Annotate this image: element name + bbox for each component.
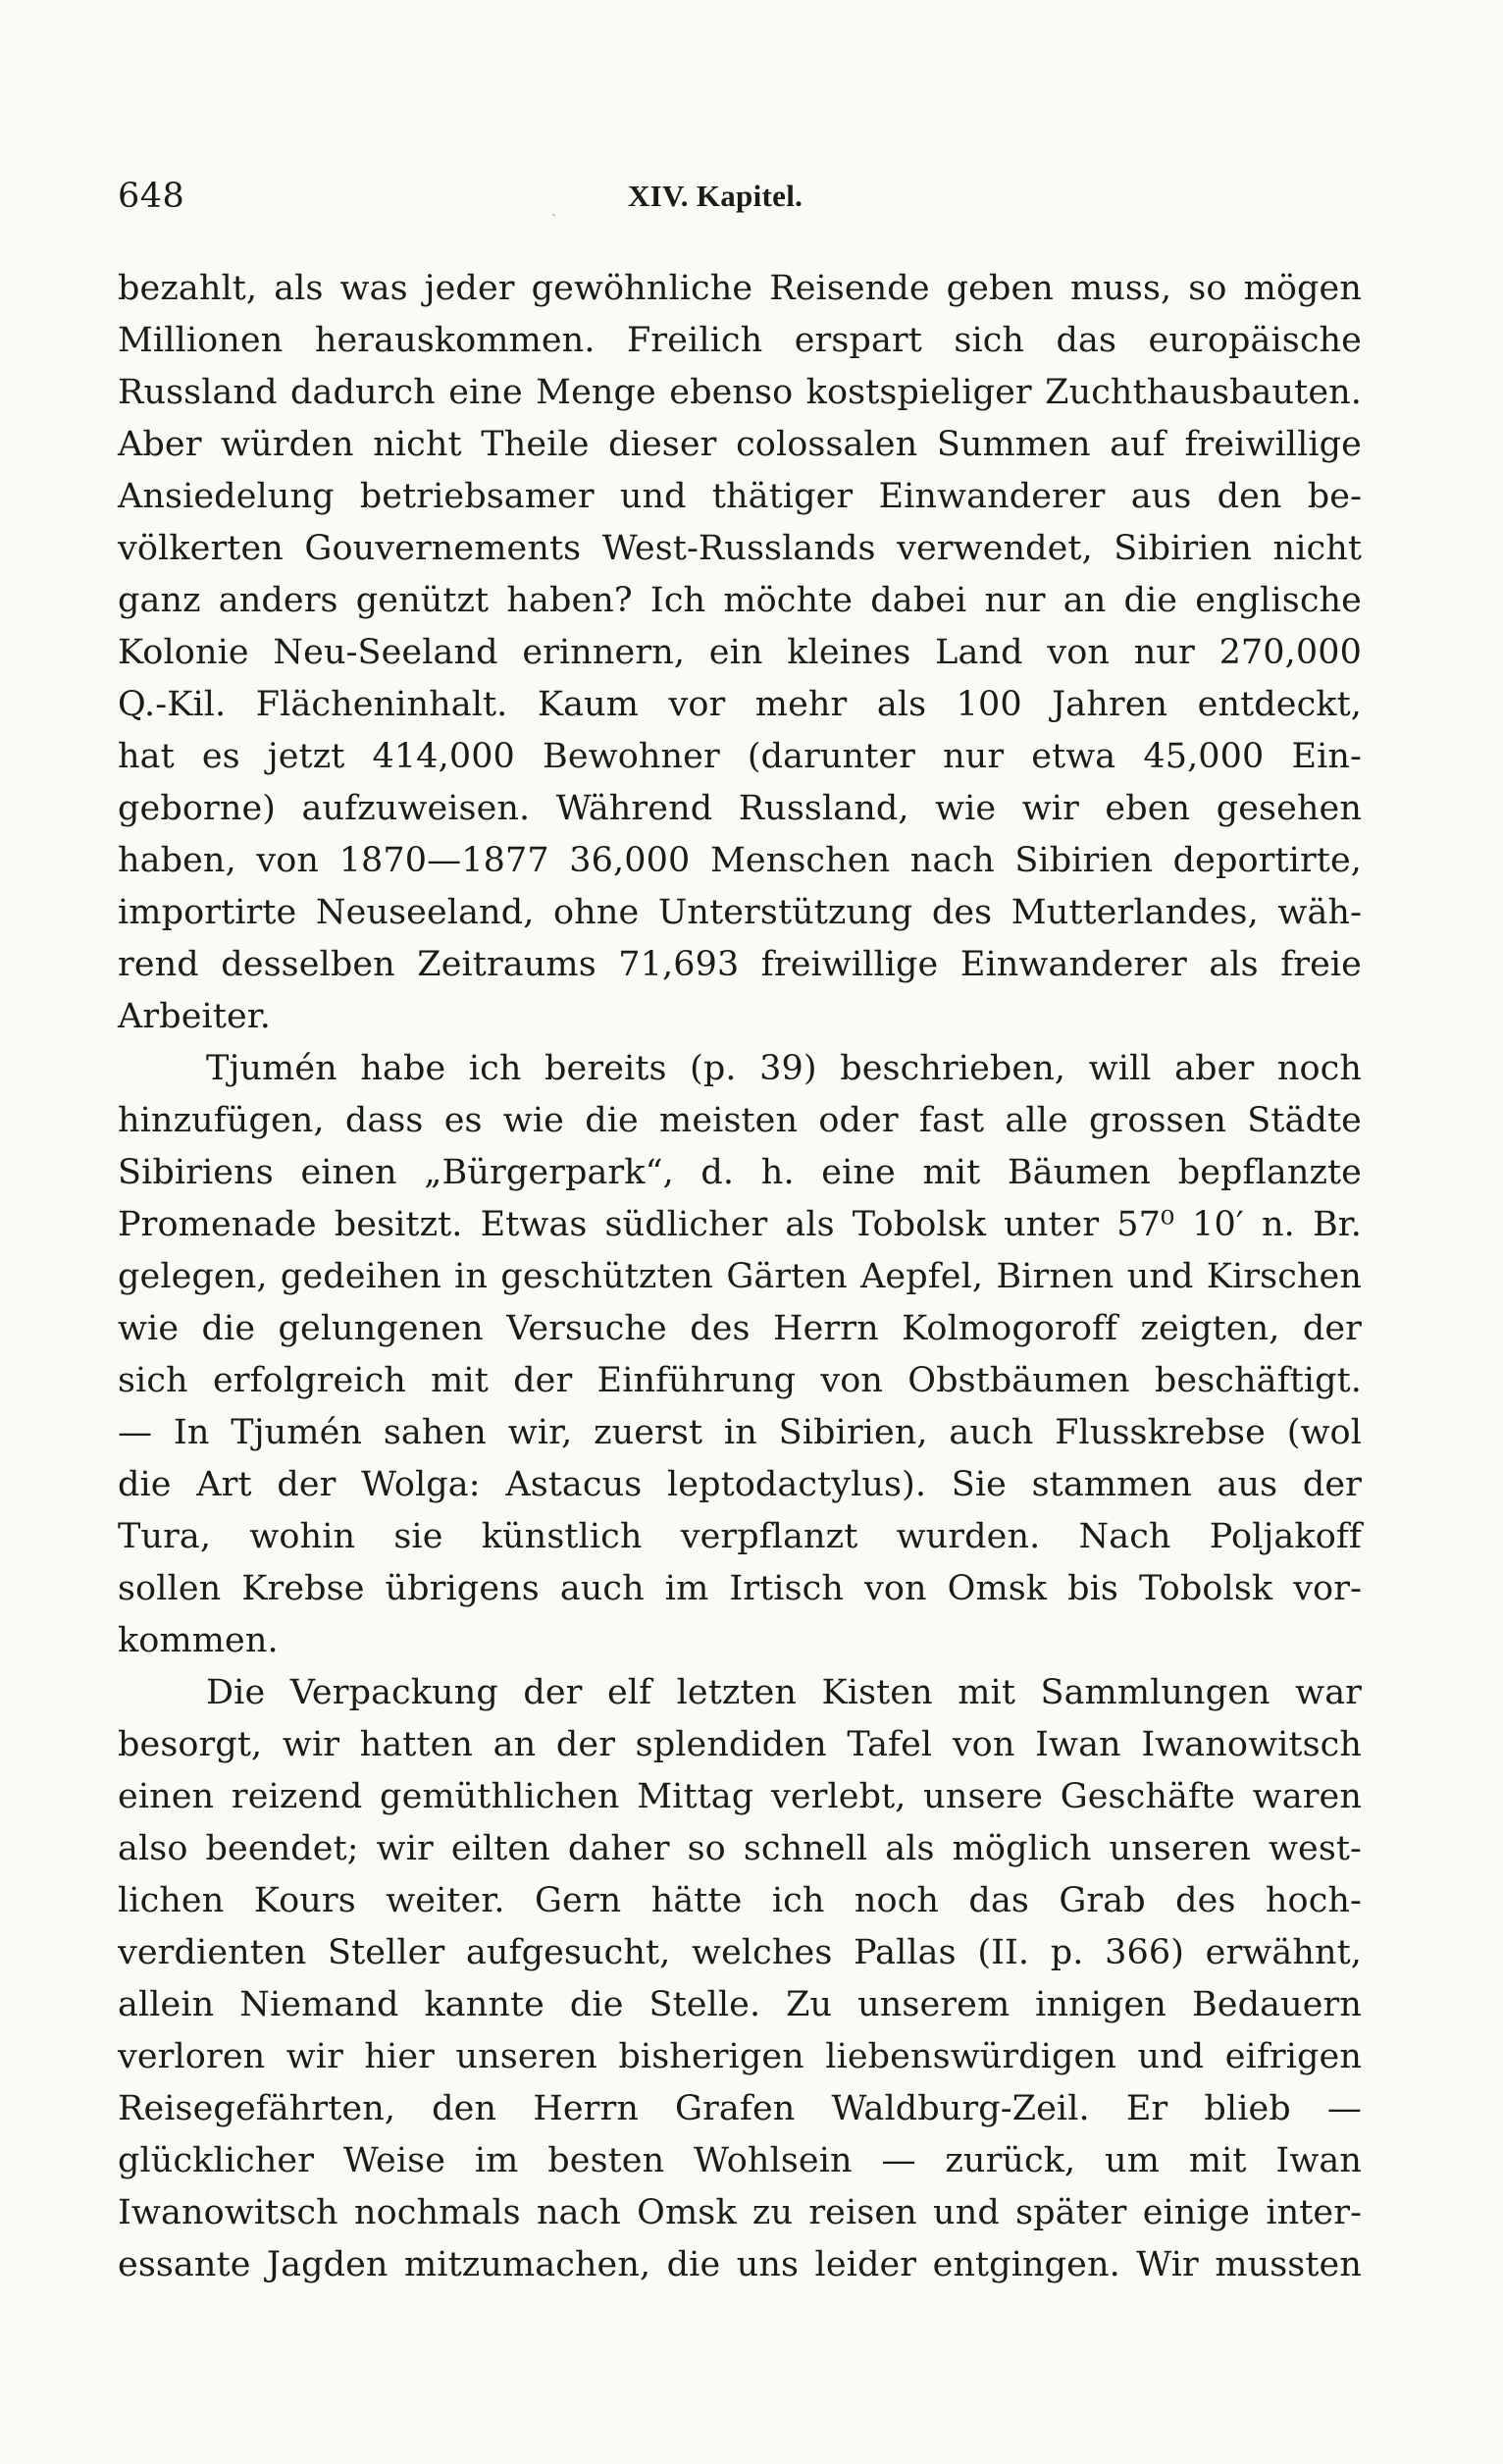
text-line: — In Tjumén sahen wir, zuerst in Sibirien, auch Flusskrebse (wol <box>118 1413 1362 1452</box>
text-line: Reisegefährten, den Herrn Grafen Waldburg-Zeil. Er blieb — <box>118 2089 1362 2128</box>
text-line: Kolonie Neu-Seeland erinnern, ein kleines Land von nur 270,000 <box>118 633 1362 672</box>
text-line: einen reizend gemüthlichen Mittag verlebt, unsere Geschäfte waren <box>118 1777 1362 1816</box>
text-line: Promenade besitzt. Etwas südlicher als Tobolsk unter 57⁰ 10′ n. Br. <box>118 1205 1362 1244</box>
text-line: Ansiedelung betriebsamer und thätiger Einwanderer aus den be- <box>118 477 1362 516</box>
text-line: geborne) aufzuweisen. Während Russland, wie wir eben gesehen <box>118 789 1362 828</box>
page-number: 648 <box>118 177 185 216</box>
text-line: völkerten Gouvernements West-Russlands verwendet, Sibirien nicht <box>118 529 1362 568</box>
text-line: gelegen, gedeihen in geschützten Gärten Aepfel, Birnen und Kirschen <box>118 1257 1362 1296</box>
text-line: ganz anders genützt haben? Ich möchte dabei nur an die englische <box>118 581 1362 620</box>
text-line: haben, von 1870—1877 36,000 Menschen nach Sibirien deportirte, <box>118 841 1362 880</box>
text-line: Q.-Kil. Flächeninhalt. Kaum vor mehr als 100 Jahren entdeckt, <box>118 685 1362 724</box>
body-text <box>118 263 1362 2291</box>
paragraph-last-line: kommen. <box>118 1621 279 1660</box>
text-line: besorgt, wir hatten an der splendiden Tafel von Iwan Iwanowitsch <box>118 1725 1362 1764</box>
running-head: XIV. Kapitel. <box>628 179 803 213</box>
text-line: Aber würden nicht Theile dieser colossalen Summen auf freiwillige <box>118 425 1362 464</box>
paragraph-first-line: Die Verpackung der elf letzten Kisten mit Sammlungen war <box>206 1673 1362 1712</box>
text-line: lichen Kours weiter. Gern hätte ich noch das Grab des hoch- <box>118 1881 1362 1920</box>
text-line: hat es jetzt 414,000 Bewohner (darunter nur etwa 45,000 Ein- <box>118 737 1362 776</box>
text-line: bezahlt, als was jeder gewöhnliche Reisende geben muss, so mögen <box>118 269 1362 308</box>
text-line: glücklicher Weise im besten Wohlsein — zurück, um mit Iwan <box>118 2141 1362 2180</box>
text-line: importirte Neuseeland, ohne Unterstützung des Mutterlandes, wäh- <box>118 893 1362 932</box>
text-line: Sibiriens einen „Bürgerpark“, d. h. eine mit Bäumen bepflanzte <box>118 1153 1362 1192</box>
text-line: Millionen herauskommen. Freilich erspart sich das europäische <box>118 321 1362 360</box>
text-line: also beendet; wir eilten daher so schnell als möglich unseren west- <box>118 1829 1362 1868</box>
text-line: verloren wir hier unseren bisherigen liebenswürdigen und eifrigen <box>118 2037 1362 2076</box>
text-line: wie die gelungenen Versuche des Herrn Kolmogoroff zeigten, der <box>118 1309 1362 1348</box>
text-line: sich erfolgreich mit der Einführung von Obstbäumen beschäftigt. <box>118 1361 1362 1400</box>
text-line: sollen Krebse übrigens auch im Irtisch von Omsk bis Tobolsk vor- <box>118 1569 1362 1608</box>
page-header <box>118 177 1364 226</box>
printer-mark: ˏ <box>551 198 557 217</box>
text-line: Iwanowitsch nochmals nach Omsk zu reisen und später einige inter- <box>118 2193 1362 2232</box>
text-line: Russland dadurch eine Menge ebenso kostspieliger Zuchthausbauten. <box>118 373 1362 412</box>
text-line: die Art der Wolga: Astacus leptodactylus). Sie stammen aus der <box>118 1465 1362 1504</box>
text-line: verdienten Steller aufgesucht, welches Pallas (II. p. 366) erwähnt, <box>118 1933 1362 1972</box>
paragraph-last-line: Arbeiter. <box>118 997 272 1036</box>
text-line: allein Niemand kannte die Stelle. Zu unserem innigen Bedauern <box>118 1985 1362 2024</box>
text-line: rend desselben Zeitraums 71,693 freiwillige Einwanderer als freie <box>118 945 1362 984</box>
text-line: hinzufügen, dass es wie die meisten oder fast alle grossen Städte <box>118 1101 1362 1140</box>
paragraph-first-line: Tjumén habe ich bereits (p. 39) beschrieben, will aber noch <box>206 1049 1362 1088</box>
text-line: Tura, wohin sie künstlich verpflanzt wurden. Nach Poljakoff <box>118 1517 1362 1556</box>
text-line: essante Jagden mitzumachen, die uns leider entgingen. Wir mussten <box>118 2245 1362 2284</box>
